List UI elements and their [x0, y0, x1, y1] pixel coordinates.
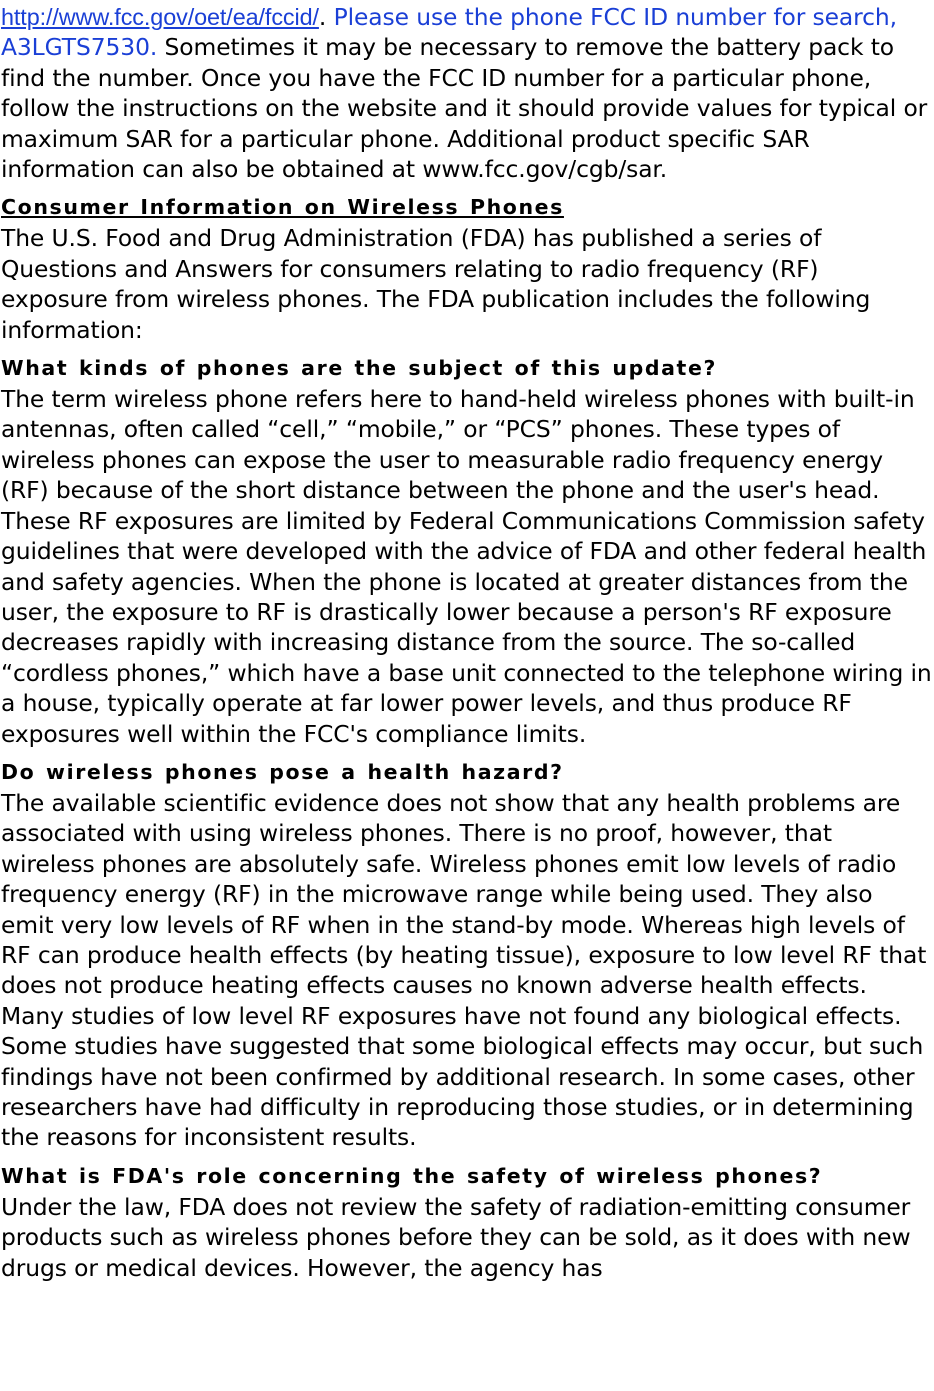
section-heading-fda-role: What is FDA's role concerning the safety of wireless phones?	[1, 1163, 823, 1188]
section-heading-phone-kinds: What kinds of phones are the subject of this update?	[1, 356, 717, 381]
fcc-id-link[interactable]: http://www.fcc.gov/oet/ea/fccid/	[1, 4, 319, 30]
intro-body-text: Sometimes it may be necessary to remove the battery pack to find the number. Once you have the FCC ID number for a particular phone, follow the instructions on the website and it should provide values for typical or maximum SAR for a particular phone. Additional product specific SAR information can also be obtained at www.fcc.gov/cgb/sar.	[1, 33, 928, 184]
intro-paragraph	[1, 2, 932, 184]
section-body-phone-kinds: The term wireless phone refers here to hand-held wireless phones with built-in antennas, often called “cell,” “mobile,” or “PCS” phones. These types of wireless phones can expose the user to measurable radio frequency energy (RF) because of the short distance between the phone and the user's head. These RF exposures are limited by Federal Communications Commission safety guidelines that were developed with the advice of FDA and other federal health and safety agencies. When the phone is located at greater distances from the user, the exposure to RF is drastically lower because a person's RF exposure decreases rapidly with increasing distance from the source. The so-called “cordless phones,” which have a base unit connected to the telephone wiring in a house, typically operate at far lower power levels, and thus produce RF exposures well within the FCC's compliance limits.	[1, 385, 932, 748]
section-body-fda-role: Under the law, FDA does not review the safety of radiation-emitting consumer products such as wireless phones before they can be sold, as it does with new drugs or medical devices. However, the agency has	[1, 1192, 911, 1282]
section-body-consumer-information: The U.S. Food and Drug Administration (FDA) has published a series of Questions and Answers for consumers relating to radio frequency (RF) exposure from wireless phones. The FDA publication includes the following information:	[1, 224, 871, 344]
section-body-health-hazard: The available scientific evidence does not show that any health problems are associated with using wireless phones. There is no proof, however, that wireless phones are absolutely safe. Wireless phones emit low levels of radio frequency energy (RF) in the microwave range while being used. They also emit very low levels of RF when in the stand-by mode. Whereas high levels of RF can produce health effects (by heating tissue), exposure to low level RF that does not produce heating effects causes no known adverse health effects. Many studies of low level RF exposures have not found any biological effects. Some studies have suggested that some biological effects may occur, but such findings have not been confirmed by additional research. In some cases, other researchers have had difficulty in reproducing those studies, or in determining the reasons for inconsistent results.	[1, 788, 927, 1152]
intro-link-suffix: .	[318, 3, 334, 31]
section-heading-consumer-information: Consumer Information on Wireless Phones	[1, 195, 564, 220]
fcc-id-search-note: Please use the phone FCC ID number for search, A3LGTS7530.	[1, 3, 897, 62]
section-heading-health-hazard: Do wireless phones pose a health hazard?	[1, 759, 564, 784]
